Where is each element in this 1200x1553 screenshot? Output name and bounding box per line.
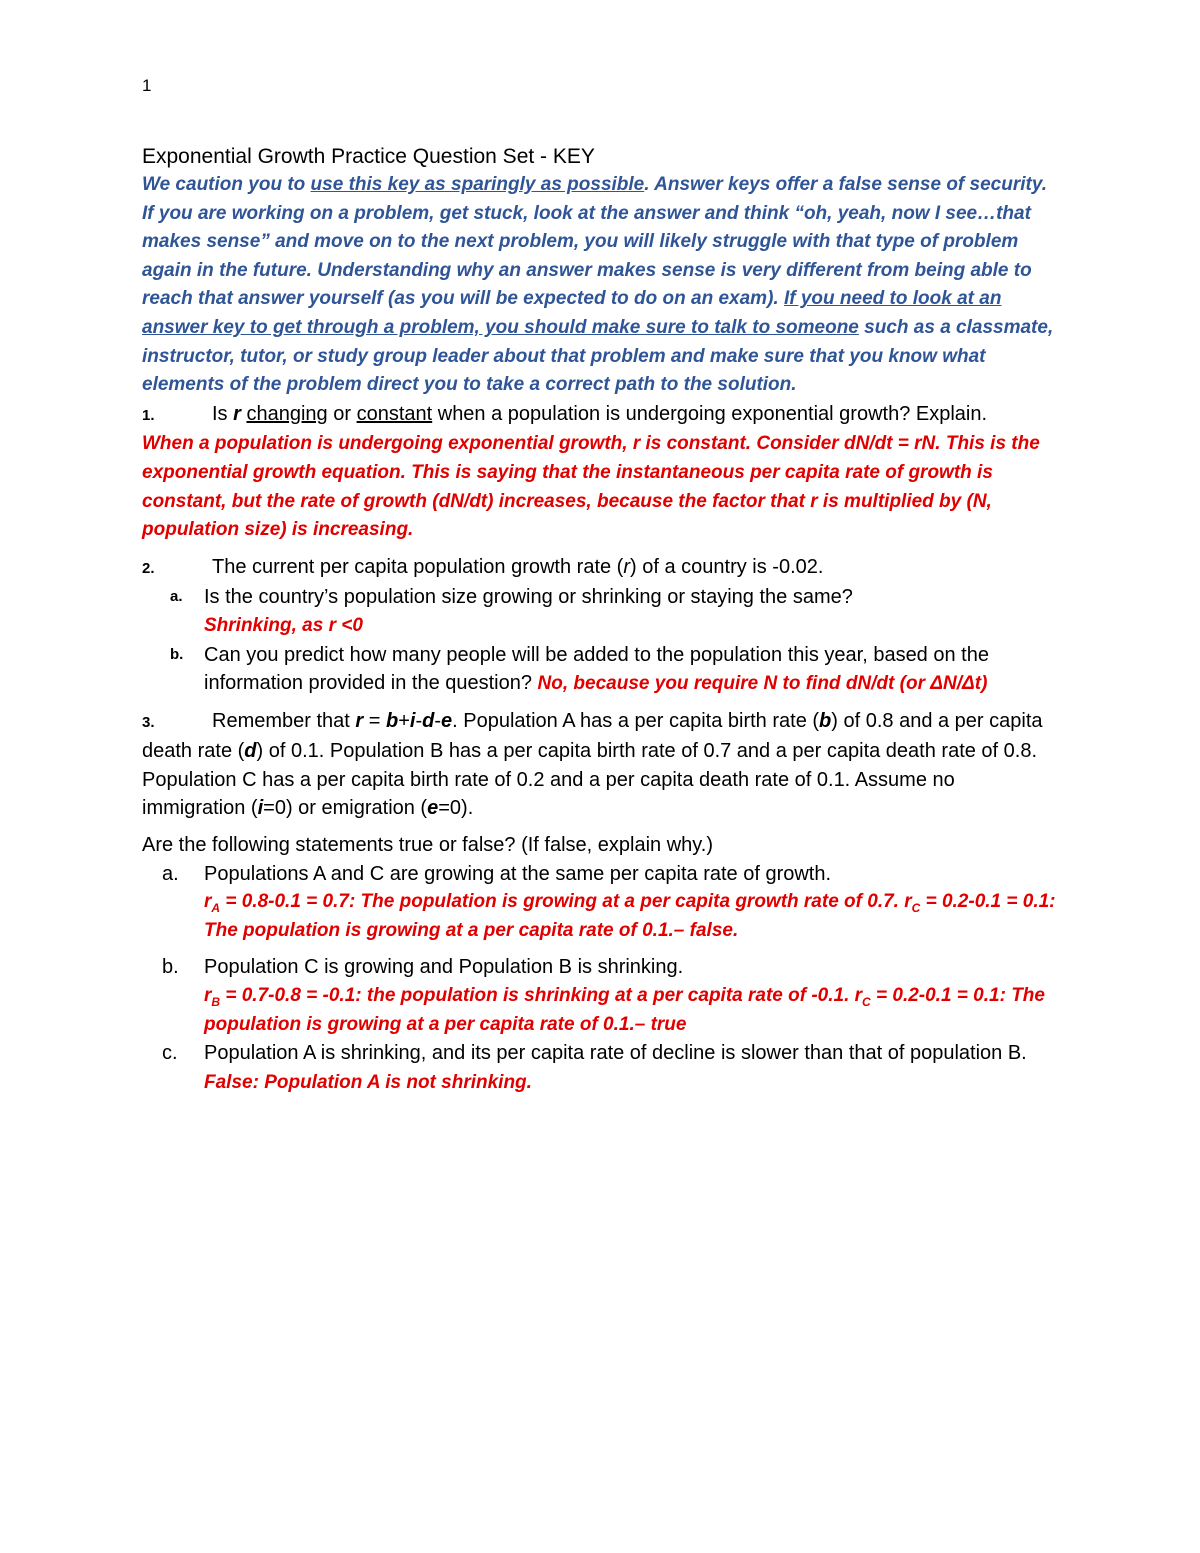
question-2a [142, 583, 1062, 640]
q3-t3: ) of 0.8 and a per capita death rate ( [142, 709, 1043, 763]
q3-t5: =0) or emigration ( [263, 797, 428, 820]
q1-changing: changing [246, 402, 328, 425]
q2b-text: Can you predict how many people will be added to the population this year, based on the information provided in the question? [204, 643, 989, 695]
q3-plus: + [398, 709, 410, 732]
question-3a [142, 860, 1062, 946]
q3-e: e [441, 709, 453, 732]
q3b-label: b. [162, 956, 179, 979]
q3-d: d [422, 709, 435, 732]
question-3b [142, 953, 1062, 1039]
q1-rest: when a population is undergoing exponential growth? Explain. [432, 402, 988, 425]
question-3-number: 3. [142, 713, 155, 731]
q3a-ans-3: = 0.2-0.1 = 0.1: The population is growing at a per capita rate of 0.1.– false. [204, 891, 1056, 941]
q3b-ans-sub2: C [862, 994, 871, 1009]
question-3c [142, 1039, 1062, 1097]
caution-underline-1: use this key as sparingly as possible [310, 174, 645, 195]
question-1-answer: When a population is undergoing exponential growth, r is constant. Consider dN/dt = rN. This is the exponential growth equation. This is saying that the instantaneous per capita rate of growth is constant, but the rate of growth (dN/dt) increases, because the factor that r is multiplied by (N, population size) is increasing. [142, 433, 1040, 541]
q2-r: r [623, 555, 631, 578]
caution-middle: . Answer keys offer a false sense of security. If you are working on a problem, get stuck, look at the answer and think “oh, yeah, now I see…that makes sense” and move on to the next problem, you will likely struggle with that type of problem again in the future. Understanding why an answer makes sense is very different from being able to reach that answer yourself (as you will be expected to do on an exam). [142, 174, 1047, 310]
q3c-text: Population A is shrinking, and its per capita rate of decline is slower than that of population B. [204, 1042, 1027, 1065]
q2-text-2: ) of a country is -0.02. [630, 555, 824, 578]
q2a-label: a. [170, 588, 183, 606]
q3-b2: b [819, 709, 832, 732]
q3b-ans-2: = 0.7-0.8 = -0.1: the population is shrinking at a per capita rate of -0.1. r [220, 985, 863, 1007]
q2b-answer: No, because you require N to find dN/dt (or ΔN/Δt) [537, 673, 988, 695]
q3-minus-2: - [434, 709, 442, 732]
question-1-number: 1. [142, 406, 155, 424]
q3c-label: c. [162, 1042, 178, 1065]
q3-t6: =0). [438, 797, 474, 820]
q3b-ans-r1: r [204, 985, 212, 1007]
q2b-label: b. [170, 645, 184, 663]
q3b-ans-sub1: B [211, 994, 221, 1009]
q3b-ans-3: = 0.2-0.1 = 0.1: The population is growing at a per capita rate of 0.1.– true [204, 985, 1045, 1035]
q3a-ans-2: = 0.8-0.1 = 0.7: The population is growing at a per capita growth rate of 0.7. r [220, 891, 912, 913]
q3a-label: a. [162, 862, 179, 885]
question-2 [142, 553, 1062, 584]
caution-intro: We caution you to [142, 174, 311, 195]
question-2-number: 2. [142, 559, 155, 577]
q3a-ans-sub1: A [211, 901, 221, 916]
document-title: Exponential Growth Practice Question Set - KEY [142, 145, 595, 168]
q3-t2: . Population A has a per capita birth rate ( [452, 709, 820, 732]
q3-t4: ) of 0.1. Population B has a per capita birth rate of 0.7 and a per capita death rate of 0.8. Population C has a per capita birth rate of 0.2 and a per capita death rate of 0.1. Assume no immigration ( [142, 740, 1038, 820]
q3-r: r [355, 709, 364, 732]
page-number: 1 [142, 76, 152, 95]
q3-i: i [409, 709, 416, 732]
q3a-ans-r1: r [204, 891, 212, 913]
q1-or: or [327, 402, 357, 425]
document-body [142, 142, 1062, 1097]
caution-end: such as a classmate, instructor, tutor, or study group leader about that problem and make sure that you know what elements of the problem direct you to take a correct path to the solution. [142, 316, 1054, 396]
q3a-answer [204, 888, 1062, 945]
q2a-answer: Shrinking, as r <0 [204, 614, 363, 636]
q3-b: b [385, 709, 399, 732]
caution-paragraph [142, 171, 1062, 400]
q3-e2: e [427, 797, 439, 820]
question-2b [142, 641, 1062, 699]
caution-underline-2: If you need to look at an answer key to get through a problem, you should make sure to talk to someone [142, 288, 1002, 338]
q3a-text: Populations A and C are growing at the same per capita rate of growth. [204, 862, 832, 885]
question-1 [142, 400, 1062, 431]
q3b-text: Population C is growing and Population B is shrinking. [204, 956, 684, 979]
q2-text-1: The current per capita population growth rate ( [212, 555, 624, 578]
q3b-answer [204, 982, 1062, 1039]
q3-minus-1: - [415, 709, 423, 732]
question-3 [142, 707, 1062, 823]
q1-text-1: Is [212, 402, 234, 425]
q3a-ans-sub2: C [911, 901, 921, 916]
q3-t1: Remember that [212, 709, 356, 732]
q3-eq: = [363, 709, 386, 732]
q3-d2: d [244, 740, 257, 763]
q1-constant: constant [356, 402, 433, 425]
q1-r: r [233, 402, 241, 425]
question-3-prompt: Are the following statements true or false? (If false, explain why.) [142, 834, 714, 857]
q3c-answer: False: Population A is not shrinking. [204, 1071, 532, 1093]
q3-i2: i [257, 797, 264, 820]
q2a-text: Is the country’s population size growing or shrinking or staying the same? [204, 586, 853, 609]
